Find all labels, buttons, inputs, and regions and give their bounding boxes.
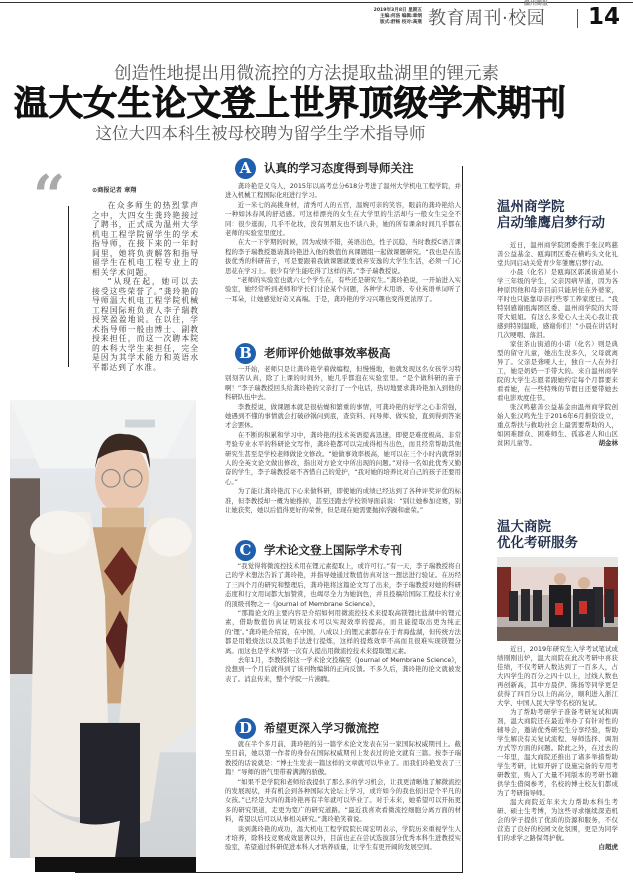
section-heading-a (235, 157, 414, 179)
section-title: 老师评价她做事效率极高 (264, 346, 391, 360)
section-heading-b (235, 342, 391, 364)
paragraph: 去年1月，李教授将这一学术论文投稿至《Journal of Membrane Science》，没想到一个月后就得到了该刊物编辑的正向反馈。不多久后，龚玲艳的论文就被发表了。消息传来，整个学院一片沸腾。 (225, 656, 461, 683)
paragraph: 为了能让龚玲艳沉下心来做科研，即使她的成绩已经达到了各种评奖评优的标准，但李教授却一概为她推掉，甚至还跑去学校领导面前说：“别让她参加竞赛，别让她获奖，她以后值得更好的荣誉，但是现在她需要抛掉浮躁和虚荣。” (225, 487, 461, 515)
caption-bar (35, 857, 196, 872)
sidebar-title-line: 温州商学院 (497, 199, 565, 215)
section-heading-c (235, 539, 402, 561)
intro-paragraph: 在众多师生的热烈掌声之中，大四女生龚玲艳接过了聘书，正式成为温州大学机电工程学院留学生的学术指导师，在接下来的一年时间里，她将负责解答和指导留学生在机电工程专业上的相关学术问题。 (92, 201, 199, 277)
article-bottom-rule (75, 872, 463, 873)
page-number: 14 (588, 4, 621, 30)
paragraph: 近日，2019年研究生入学考试笔试成绩刚刚出炉，温大商院在此次考研中喜获佳绩，不仅考研人数达到了一百多人，占大四学生的百分之四十以上，过线人数也再创新高，其中方晨伊、陈扬等同学更是获得了四百分以上的高分，顺利进入浙江大学、中国人民大学等名校的复试。 (497, 645, 618, 707)
section-body-c (225, 562, 461, 684)
section-body-a (225, 182, 461, 304)
headline: 温大女生论文登上世界顶级学术期刊 (14, 84, 566, 124)
paragraph: 家住茶山街道的小诺（化名）则是典型的留守儿童，她出生没多久，父母就离异了。父亲是聋哑人士，独自一人在外打工，她是奶奶一手带大的。来自温州商学院的大学生志愿者跟她约定每个月都要来看看她，在一些特殊的节假日还要带她去看电影欢度佳节。 (497, 340, 618, 402)
paragraph: 龚玲艳是义乌人，2015年以高考总分618分考进了温州大学机电工程学院，并进入机械工程国际化班进行学习。 (225, 182, 461, 200)
paragraph: 在大一下学期的时候，因为成绩不错，英语出色，性子沉稳，当时教授C语言课程的李子瑞教授邀请龚玲艳进入他的数值仿真课题组一起做课题研究。“我也是在选拔优秀的科研苗子，可是要跟着我做课题就要放弃安逸的大学生生活，必须一门心思花在学习上。很少有学生能吃得了这样的苦。”李子瑞教授说。 (225, 238, 461, 275)
ceremony-photo (497, 557, 618, 641)
divider (577, 9, 578, 28)
newspaper-name: 温州商报 (524, 0, 549, 7)
paragraph: 一开始，老师只是让龚玲艳学着做编程，但慢慢地，他就发现这名女孩学习特别刻苦认真，除了上课的时间外，她几乎都泡在实验室里。“是个做科研的苗子啊！”李子瑞教授回头给龚玲艳的父亲打了一个电话，热切地要求龚玲艳加入到他的科研队伍中去。 (225, 365, 461, 402)
paragraph: “我觉得将微流控技术用在锂元素提取上，或许可行。”有一天，李子瑞教授将自己的学术想法告诉了龚玲艳，并指导她通过数值仿真对这一想法进行验证。在历经了三四个月的研究和整理后，龚玲艳将这篇论文写了出来，李子瑞教授对她的科研态度和行文用词都大加赞赏，也竭尽全力为她润色，并且投稿给国际工程技术行业的顶级刊物之一《Journal of Membrane Science》。 (225, 562, 461, 608)
column-divider (462, 166, 463, 872)
kicker: 创造性地提出用微流控的方法提取盐湖里的锂元素 (114, 64, 499, 84)
paragraph-text: 张汉鸣慈善公益基金由温州商学院创始人张汉鸣先生于2016年6月捐资设立，重点帮扶与救助社会上最需要帮助的人，如困难群众、困难师生、孤寡老人和山区贫困儿童等。 (497, 403, 618, 447)
sidebar-title (497, 199, 605, 231)
layout-credit: 版式:舒畅 校对:高燕 (379, 20, 422, 25)
paragraph: 小晨（化名）是瓯海区郭溪街道某小学三年级的学生，父亲因病早逝，因为各种原因他和母亲目前只能居住在外婆家，平时也只能靠母亲打些零工养家度日。“我特别感谢瓯海团区委、温州商学院的大哥哥大姐姐。有这么多爱心人士关心我让我感到特别温暖，感谢你们！”小晨在讲话时几次哽咽、落泪。 (497, 268, 618, 339)
paragraph (497, 403, 618, 448)
intro-paragraph: “从现在起，她可以去接受这些荣誉了。”龚玲艳的导师温大机电工程学院机械工程国际班负责人李子瑞教授笑盈盈地说。在以往，学术指导师一般由博士、副教授来担任，而这一次聘本院的本科大学生来担任，完全是因为其学术能力和英语水平都达到了水准。 (92, 277, 199, 372)
sidebar-title (497, 519, 578, 551)
paragraph: “如果不是学院和老师给我提供了那么多的学习机会，让我更清晰地了解微流控的发展现状，并有机会到各种国际大论坛上学习，或许如今的我也依旧是个平凡的女孩。”已经是大四的龚玲艳再有半年就可以毕业了。对于未来，她希望可以开拓更多的研究渠道，走更为宽广的研究道路。“最近我喜欢看微流控细胞分离方面的材料，希望以后可以从事相关研究。”龚玲艳笑着说。 (225, 777, 461, 824)
intro (92, 201, 199, 372)
author-signature: 胡金林 (598, 439, 618, 447)
section-title: 认真的学习态度得到导师关注 (264, 161, 414, 175)
divider (68, 206, 69, 367)
sidebar-title-line: 优化考研服务 (497, 535, 578, 551)
paragraph: “那篇论文的主要内容是介绍如何用微流控技术来提取高镁锂比盐湖中的锂元素，借助数值仿真证明该技术可以实现效率的提高，而且能提取出更为纯正的‘锂’。”龚玲艳介绍说，在中国，八成以上的锂元素都存在于青海盐湖，但传统方法都是用煅烧法以及其他手法进行提炼，这样的提炼效率不高而且很难实现镁锂分离。而这也是学术界第一次有人提出用微流控技术来提取锂元素。 (225, 609, 461, 655)
quote-mark-icon: “ (33, 163, 66, 229)
paragraph: 温大商院近年来大力帮助本科生考研、硕士生考博，为这些寻求继续深造机会的学子提供了优质的资源和服务，不仅营造了良好的校园文化氛围，更是为同学们的求学之路保驾护航。 (497, 798, 618, 842)
section-letter-badge: A (235, 158, 256, 179)
section-name: 教育周刊·校园 (428, 8, 546, 29)
paragraph: 为了帮助考研学子准备考研复试和调剂，温大商院还在最近举办了有针对性的辅导会，邀请优秀研究生分享经验，帮助学生解决有关复试流程、导师选择、调剂方式等方面的问题。除此之外，在过去的一年里，温大商院还推出了诸多举措帮助学生考研，比如开辟了设施完备的专用考研教室，购入了大量不同版本的考研书籍供学生借阅参考，名校的博士校友们都成为了考研指导师。 (497, 708, 618, 797)
paragraph: 近日，温州商学院团委携手张汉鸣慈善公益基金、瓯海团区委在横屿头文化礼堂共同启动关爱青少年雏鹰启梦行动。 (497, 241, 618, 267)
section-body-d (225, 740, 461, 853)
portrait-photo (10, 400, 196, 858)
section-letter-badge: C (235, 540, 256, 561)
sidebar-body (497, 645, 618, 852)
paragraph: 谈到龚玲艳的成功，温大机电工程学院院长周宏明表示，学院历来重视学生人才培养，除科技竞赛成效显著以外，目前也正在尝试选拔部分优秀本科生进教授实验室，希望通过科研促进本科人才培养质量，让学生有更开阔的发展空间。 (225, 824, 461, 852)
issue-date: 2019年3月8日 星期五 (373, 8, 422, 13)
section-letter-badge: D (235, 718, 256, 739)
author-signature: 白超虎 (598, 843, 618, 851)
byline: ⊙商报记者 章翔 (92, 187, 137, 194)
sidebar-body (497, 241, 618, 448)
paragraph: “老师的实验室也就六七个学生在，有些还是研究生。”龚玲艳说，一开始进入实验室，她经常听到老师和学长们讨论某个问题，各种学术用语、专业英语单词听了一耳朵，让她感觉好奇又高端。于是，龚玲艳的学习兴趣也变得更浓厚了。 (225, 276, 461, 303)
paragraph: 就在半个多月前，龚玲艳的另一篇学术论文发表在另一家国际权威期刊上。截至目前，她以第一作者的身份在国际权威期刊上发表过的论文就有三篇。按李子瑞教授的话说就是：“博士生发表一篇这样的文章就可以毕业了。而我们玲艳发表了三篇！”导师的语气里带着满满的骄傲。 (225, 740, 461, 777)
section-title: 学术论文登上国际学术专刊 (264, 543, 402, 557)
section-body-b (225, 365, 461, 516)
paragraph: 李教授说，做课题本就是很枯燥和繁重的事情，可龚玲艳的好学之心非常强，她遇到不懂的事情就会打破砂锅问到底，查资料、问导师、做实验，直到得到答案才会罢休。 (225, 402, 461, 430)
section-heading-d (235, 717, 379, 739)
section-letter-badge: B (235, 343, 256, 364)
subhead: 这位大四本科生被母校聘为留学生学术指导师 (95, 124, 426, 143)
paragraph: 在不断的积累和学习中，龚玲艳的技术英语提高迅速，即使是难度极高、非常考验专业水平的科研论文写作，龚玲艳都可以完成得相当出色，而且经常帮助其他研究生甚至是学校老师做论文修改。“她做事效率极高，她可以在三个小时内就帮别人的全英文论文做出修改，指出对方论文中所出现的问题。”对待一名如此优秀又勤奋的学生，李子瑞教授毫不吝惜自己的爱护，“我对她的培养比对自己的孩子还要用心。” (225, 430, 461, 486)
paragraph: 近一米七的高挑身材，清秀可人的五官，温婉可亲的笑容，眼前的龚玲艳给人一种如沐春风的舒适感。可这样漂亮的女生在大学里的生活却与一般女生完全不同：很少逛街，几乎不化妆，没有男朋友也不谈八卦，她的所有课余时间几乎都在老师的实验室里度过。 (225, 200, 461, 238)
issue-meta (352, 8, 422, 26)
sidebar-title-line: 启动雏鹰启梦行动 (497, 215, 605, 231)
editor-credit: 主编:何洛 编辑:章纲 (379, 14, 422, 19)
section-title: 希望更深入学习微流控 (264, 721, 379, 735)
sidebar-title-line: 温大商院 (497, 519, 551, 535)
